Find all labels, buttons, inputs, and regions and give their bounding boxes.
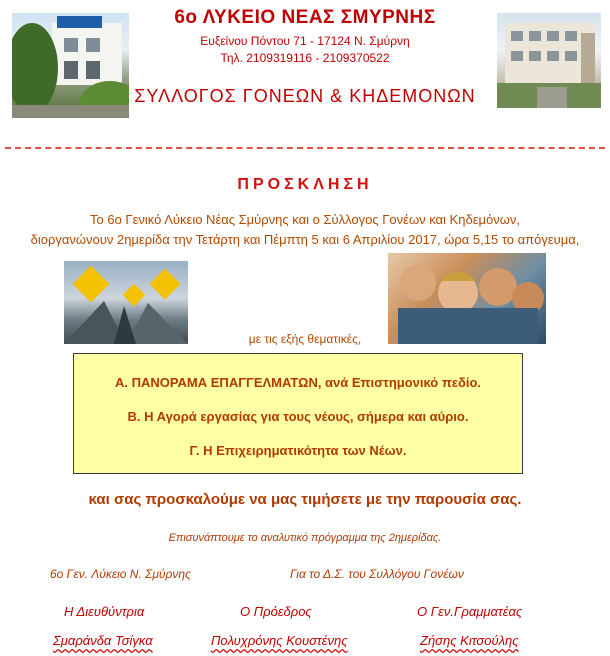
topics-box [73,353,523,474]
invitation-line-2: διοργανώνουν 2ημερίδα την Τετάρτη και Πέμπτη 5 και 6 Απριλίου 2017, ώρα 5,15 το απόγευμα, [30,232,580,247]
school-name: 6ο ΛΥΚΕΙΟ ΝΕΑΣ ΣΜΥΡΝΗΣ [174,7,436,28]
role-president: Ο Πρόεδρος [240,604,312,619]
invitation-line-1: Το 6ο Γενικό Λύκειο Νέας Σμύρνης και ο Σύλλογος Γονέων και Κηδεμόνων, [90,212,520,227]
role-secretary: Ο Γεν.Γραμματέας [417,604,523,619]
topic-c: Γ. Η Επιχειρηματικότητα των Νέων. [189,443,407,458]
topic-b: Β. Η Αγορά εργασίας για τους νέους, σήμερα και αύριο. [127,409,469,424]
students-image [388,253,546,344]
invitation-title: ΠΡΟΣΚΛΗΣΗ [237,176,373,193]
parents-association-title: ΣΥΛΛΟΓΟΣ ΓΟΝΕΩΝ & ΚΗΔΕΜΟΝΩΝ [134,86,476,106]
invitation-closing: και σας προσκαλούμε να μας τιμήσετε με την παρουσία σας. [88,491,522,508]
role-director: Η Διευθύντρια [64,604,145,619]
topic-a: Α. ΠΑΝΟΡΑΜΑ ΕΠΑΓΓΕΛΜΑΤΩΝ, ανά Επιστημονικό πεδίο. [114,375,482,390]
students-group-image [388,253,546,344]
program-note: Επισυνάπτουμε το αναλυτικό πρόγραμμα της 2ημερίδας. [168,532,442,544]
school-phone: Τηλ. 2109319116 - 2109370522 [220,51,390,65]
topics-intro: με τις εξής θεματικές, [248,332,362,346]
name-director: Σμαράνδα Τσίγκα [53,633,153,648]
association-signatory-org: Για το Δ.Σ. του Συλλόγου Γονέων [290,567,464,581]
school-address: Ευξείνου Πόντου 71 - 17124 Ν. Σμύρνη [200,34,410,48]
header-divider [5,147,605,149]
school-signatory-org: 6ο Γεν. Λύκειο Ν. Σμύρνης [50,567,191,581]
name-secretary: Ζήσης Κιτσούλης [420,633,519,648]
name-president: Πολυχρόνης Κουστένης [211,633,348,648]
